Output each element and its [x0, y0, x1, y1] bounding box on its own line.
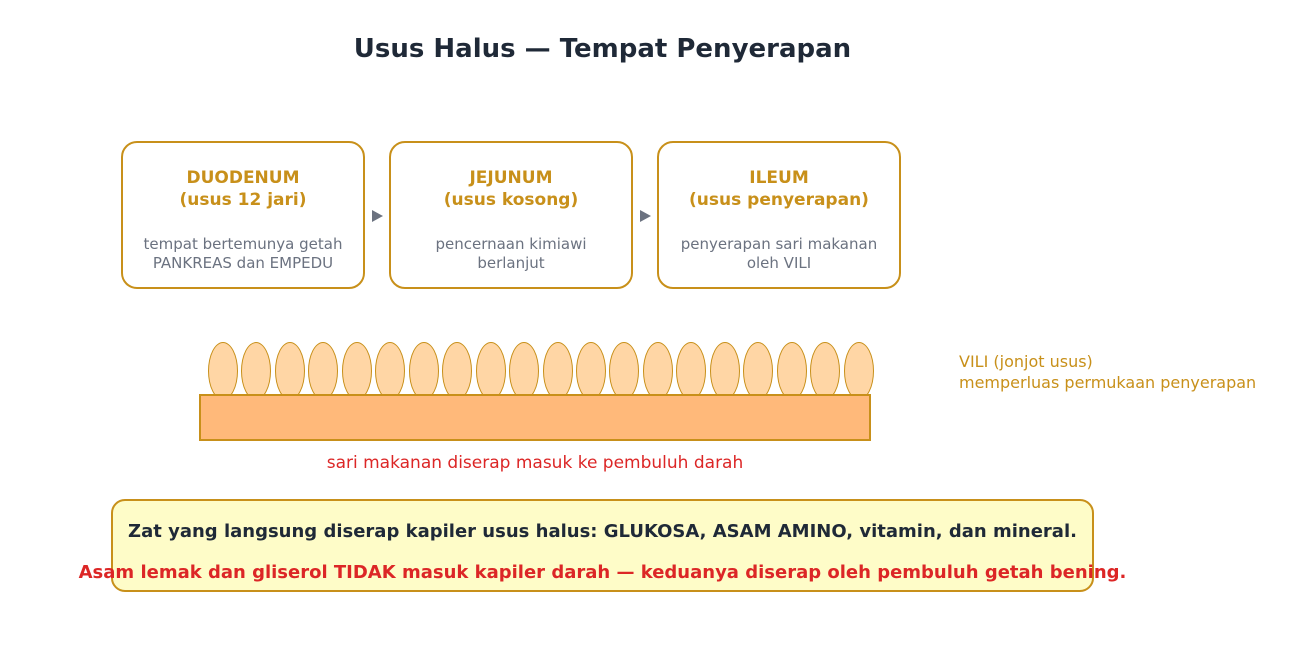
villus: [710, 342, 740, 400]
villus: [777, 342, 807, 400]
jejunum-desc-line1: pencernaan kimiawi: [435, 235, 587, 253]
jejunum-subtitle: (usus kosong): [443, 190, 579, 210]
vili-label-line1: VILI (jonjot usus): [959, 352, 1093, 371]
duodenum-subtitle: (usus 12 jari): [179, 190, 307, 210]
ileum-name: ILEUM: [749, 168, 809, 188]
villus: [375, 342, 405, 400]
duodenum-desc-line1: tempat bertemunya getah: [143, 235, 343, 253]
villus: [676, 342, 706, 400]
villus: [442, 342, 472, 400]
vili-label-line2: memperluas permukaan penyerapan: [959, 373, 1257, 392]
arrow-right-icon: [640, 210, 651, 222]
jejunum-box: [389, 141, 633, 289]
villus: [509, 342, 539, 400]
ileum-box: [657, 141, 901, 289]
duodenum-desc-line2: PANKREAS dan EMPEDU: [152, 254, 334, 272]
vili-illustration: [199, 341, 872, 443]
summary-line-1: Zat yang langsung diserap kapiler usus halus: GLUKOSA, ASAM AMINO, vitamin, dan mineral.: [128, 521, 1077, 542]
villus: [476, 342, 506, 400]
villus: [409, 342, 439, 400]
villus: [342, 342, 372, 400]
diagram-title: Usus Halus — Tempat Penyerapan: [353, 34, 852, 64]
duodenum-box: [121, 141, 365, 289]
villus: [308, 342, 338, 400]
ileum-desc-line2: oleh VILI: [746, 254, 812, 272]
villus: [241, 342, 271, 400]
absorption-label: sari makanan diserap masuk ke pembuluh darah: [326, 453, 744, 473]
villus: [208, 342, 238, 400]
villus: [810, 342, 840, 400]
villus: [609, 342, 639, 400]
summary-line-2: Asam lemak dan gliserol TIDAK masuk kapiler darah — keduanya diserap oleh pembuluh getah bening.: [78, 562, 1127, 583]
jejunum-name: JEJUNUM: [469, 168, 553, 188]
duodenum-name: DUODENUM: [186, 168, 300, 188]
villus: [576, 342, 606, 400]
vili-label: [959, 351, 1256, 393]
ileum-desc-line1: penyerapan sari makanan: [680, 235, 878, 253]
villus: [743, 342, 773, 400]
villus: [643, 342, 673, 400]
intestine-wall: [199, 394, 871, 441]
ileum-subtitle: (usus penyerapan): [689, 190, 869, 210]
arrow-right-icon: [372, 210, 383, 222]
jejunum-desc-line2: berlanjut: [477, 254, 545, 272]
villus: [543, 342, 573, 400]
villus: [275, 342, 305, 400]
villus: [844, 342, 874, 400]
